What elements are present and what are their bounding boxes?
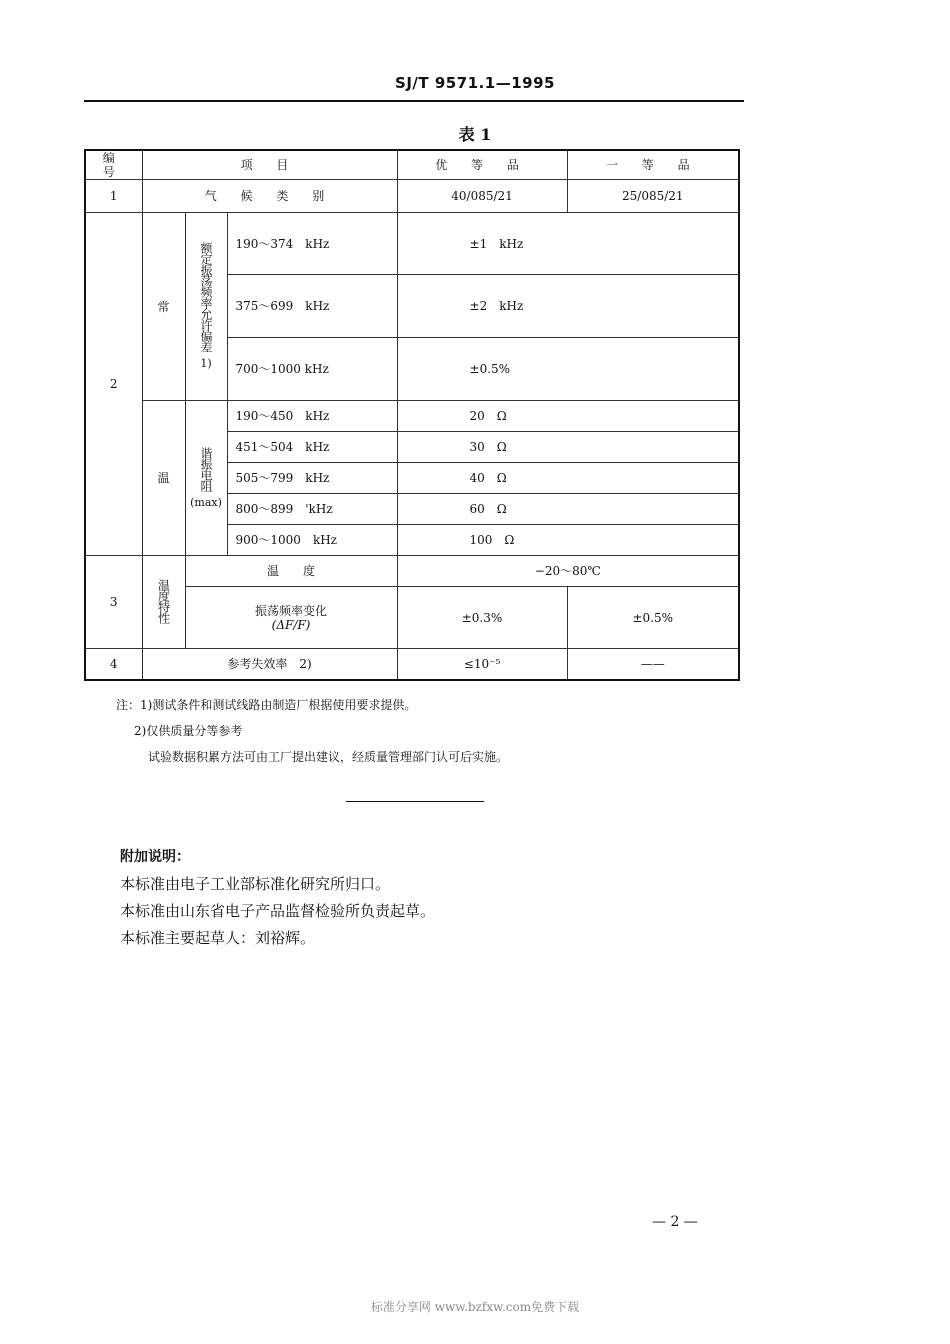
drift-label [185,587,397,649]
freq-range: 190～374 kHz [227,213,397,275]
table-caption: 表 1 [458,125,492,144]
page-number: — 2 — [652,1214,698,1230]
res-range: 451～504 kHz [227,432,397,463]
separator-line [346,801,484,802]
table-row [85,213,739,275]
drift-label-text: 振荡频率变化 [255,603,328,618]
header-superior: 优 等 品 [397,150,567,180]
note-3: 试验数据积累方法可由工厂提出建议，经质量管理部门认可后实施。 [148,750,509,764]
row4-first: —— [567,649,739,680]
row1-item: 气 候 类 别 [142,180,397,213]
table-row [85,180,739,213]
table-header-row [85,150,739,180]
freq-dev-note: 1) [200,357,212,370]
freq-dev-label-text: 额定振荡频率允许偏差 [199,242,213,352]
additional-title: 附加说明： [120,849,190,865]
freq-value: ±0.5% [397,338,739,401]
res-range: 190～450 kHz [227,401,397,432]
row4-item: 参考失效率 2) [142,649,397,680]
footer-watermark: 标准分享网 www.bzfxw.com免费下载 [370,1300,580,1314]
freq-range: 700～1000 kHz [227,338,397,401]
row3-group [142,556,185,649]
row2-group-top: 常 [142,213,185,401]
res-label-text: 谐振电阻 [199,446,213,491]
temp-label: 温 度 [185,556,397,587]
standard-number: SJ/T 9571.1—1995 [395,74,555,92]
res-value: 100 Ω [397,525,739,556]
note-1: 注：1)测试条件和测试线路由制造厂根据使用要求提供。 [116,698,417,712]
drift-first: ±0.5% [567,587,739,649]
header-no: 编 号 [85,150,142,180]
row3-no: 3 [85,556,142,649]
additional-line: 本标准由电子工业部标准化研究所归口。 [120,875,391,893]
row4-no: 4 [85,649,142,680]
row1-no: 1 [85,180,142,213]
row2-group-bottom: 温 [142,401,185,556]
additional-line: 本标准由山东省电子产品监督检验所负责起草。 [120,902,436,920]
res-value: 20 Ω [397,401,739,432]
freq-dev-label [185,213,227,401]
freq-value: ±2 kHz [397,275,739,338]
res-label-unit: (max) [190,495,222,509]
res-value: 40 Ω [397,463,739,494]
note-2: 2)仅供质量分等参考 [134,724,243,738]
header-first: 一 等 品 [567,150,739,180]
header-item: 项 目 [142,150,397,180]
row4-superior: ≤10⁻⁵ [397,649,567,680]
res-value: 60 Ω [397,494,739,525]
res-range: 900～1000 kHz [227,525,397,556]
row1-first: 25/085/21 [567,180,739,213]
drift-formula: (ΔF/F) [271,617,311,632]
res-label [185,401,227,556]
table-row [85,556,739,587]
row1-superior: 40/085/21 [397,180,567,213]
res-range: 800～899 'kHz [227,494,397,525]
res-value: 30 Ω [397,432,739,463]
freq-value: ±1 kHz [397,213,739,275]
additional-line: 本标准主要起草人：刘裕辉。 [120,929,316,947]
header-rule [84,100,744,102]
row3-group-text: 温度特性 [156,578,171,623]
row2-no: 2 [85,213,142,556]
drift-superior: ±0.3% [397,587,567,649]
table-row [85,401,739,432]
table-row [85,649,739,680]
spec-table [84,149,740,681]
temp-value: −20～80℃ [397,556,739,587]
res-range: 505～799 kHz [227,463,397,494]
freq-range: 375～699 kHz [227,275,397,338]
